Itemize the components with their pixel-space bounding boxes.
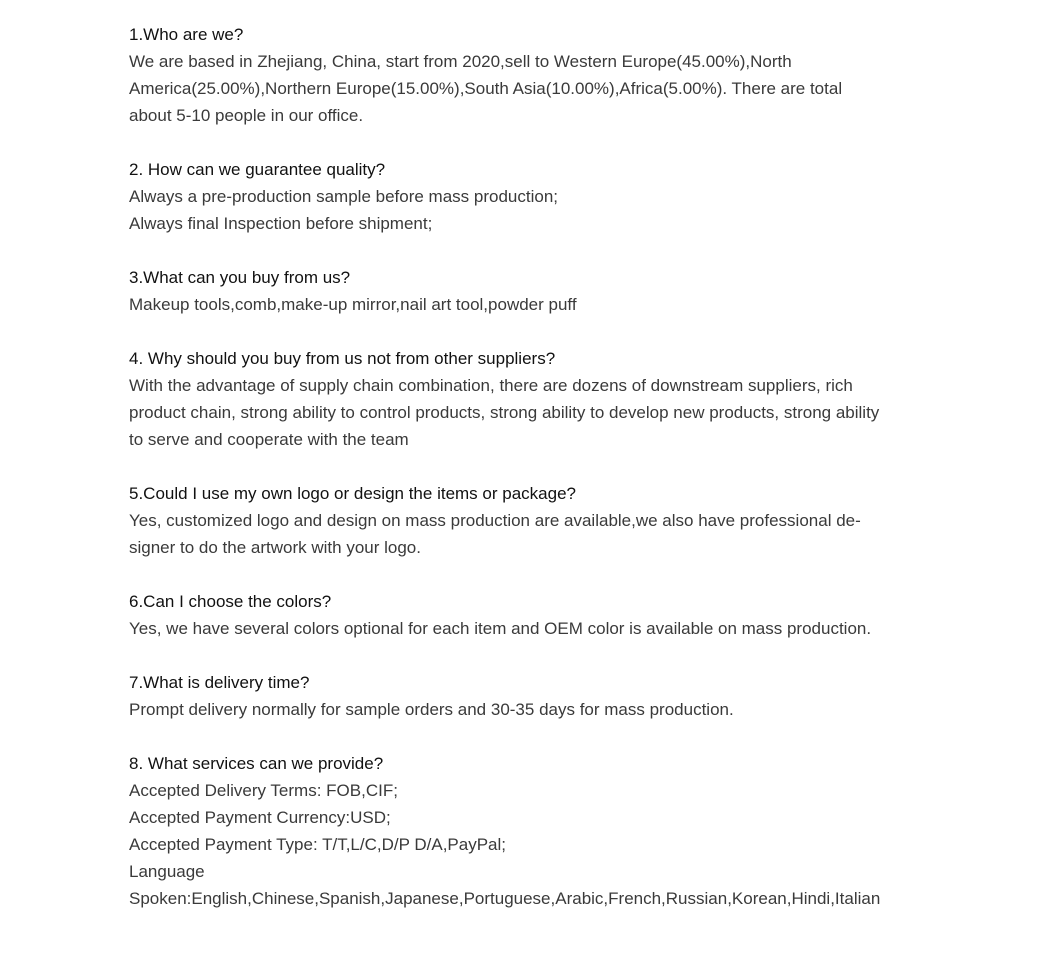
faq-question: 5.Could I use my own logo or design the items or package?	[129, 484, 576, 503]
faq-item-delivery-time	[129, 669, 929, 723]
faq-answer-line: signer to do the artwork with your logo.	[129, 538, 421, 557]
faq-question: 4. Why should you buy from us not from other suppliers?	[129, 349, 556, 368]
faq-item-who-are-we	[129, 21, 929, 129]
faq-answer-line: With the advantage of supply chain combination, there are dozens of downstream suppliers, rich	[129, 376, 853, 395]
faq-question: 2. How can we guarantee quality?	[129, 160, 386, 179]
faq-answer-line: America(25.00%),Northern Europe(15.00%),South Asia(10.00%),Africa(5.00%). There are total	[129, 79, 843, 98]
faq-answer-line: product chain, strong ability to control products, strong ability to develop new products, strong ability	[129, 403, 880, 422]
faq-answer-line: Accepted Delivery Terms: FOB,CIF;	[129, 781, 398, 800]
faq-item-why-us	[129, 345, 929, 453]
faq-section	[129, 21, 929, 939]
faq-answer-line: Accepted Payment Currency:USD;	[129, 808, 391, 827]
faq-answer-line: Makeup tools,comb,make-up mirror,nail art tool,powder puff	[129, 295, 577, 314]
faq-answer-line: Accepted Payment Type: T/T,L/C,D/P D/A,PayPal;	[129, 835, 507, 854]
faq-question: 7.What is delivery time?	[129, 673, 310, 692]
faq-answer-line: Prompt delivery normally for sample orders and 30-35 days for mass production.	[129, 700, 734, 719]
faq-answer-line: We are based in Zhejiang, China, start from 2020,sell to Western Europe(45.00%),North	[129, 52, 792, 71]
faq-answer-line: Always final Inspection before shipment;	[129, 214, 433, 233]
faq-question: 8. What services can we provide?	[129, 754, 384, 773]
faq-answer-line: Yes, customized logo and design on mass production are available,we also have professional de-	[129, 511, 861, 530]
faq-answer-line: Language	[129, 862, 205, 881]
faq-answer-line: Yes, we have several colors optional for each item and OEM color is available on mass production.	[129, 619, 872, 638]
faq-answer-line: about 5-10 people in our office.	[129, 106, 364, 125]
faq-question: 1.Who are we?	[129, 25, 244, 44]
faq-item-colors	[129, 588, 929, 642]
faq-question: 3.What can you buy from us?	[129, 268, 351, 287]
faq-item-custom-logo	[129, 480, 929, 561]
faq-item-services	[129, 750, 929, 912]
faq-item-products	[129, 264, 929, 318]
faq-question: 6.Can I choose the colors?	[129, 592, 332, 611]
faq-answer-line: Always a pre-production sample before mass production;	[129, 187, 558, 206]
faq-answer-line: to serve and cooperate with the team	[129, 430, 409, 449]
faq-answer-line: Spoken:English,Chinese,Spanish,Japanese,Portuguese,Arabic,French,Russian,Korean,Hindi,Italian	[129, 889, 881, 908]
faq-item-quality	[129, 156, 929, 237]
